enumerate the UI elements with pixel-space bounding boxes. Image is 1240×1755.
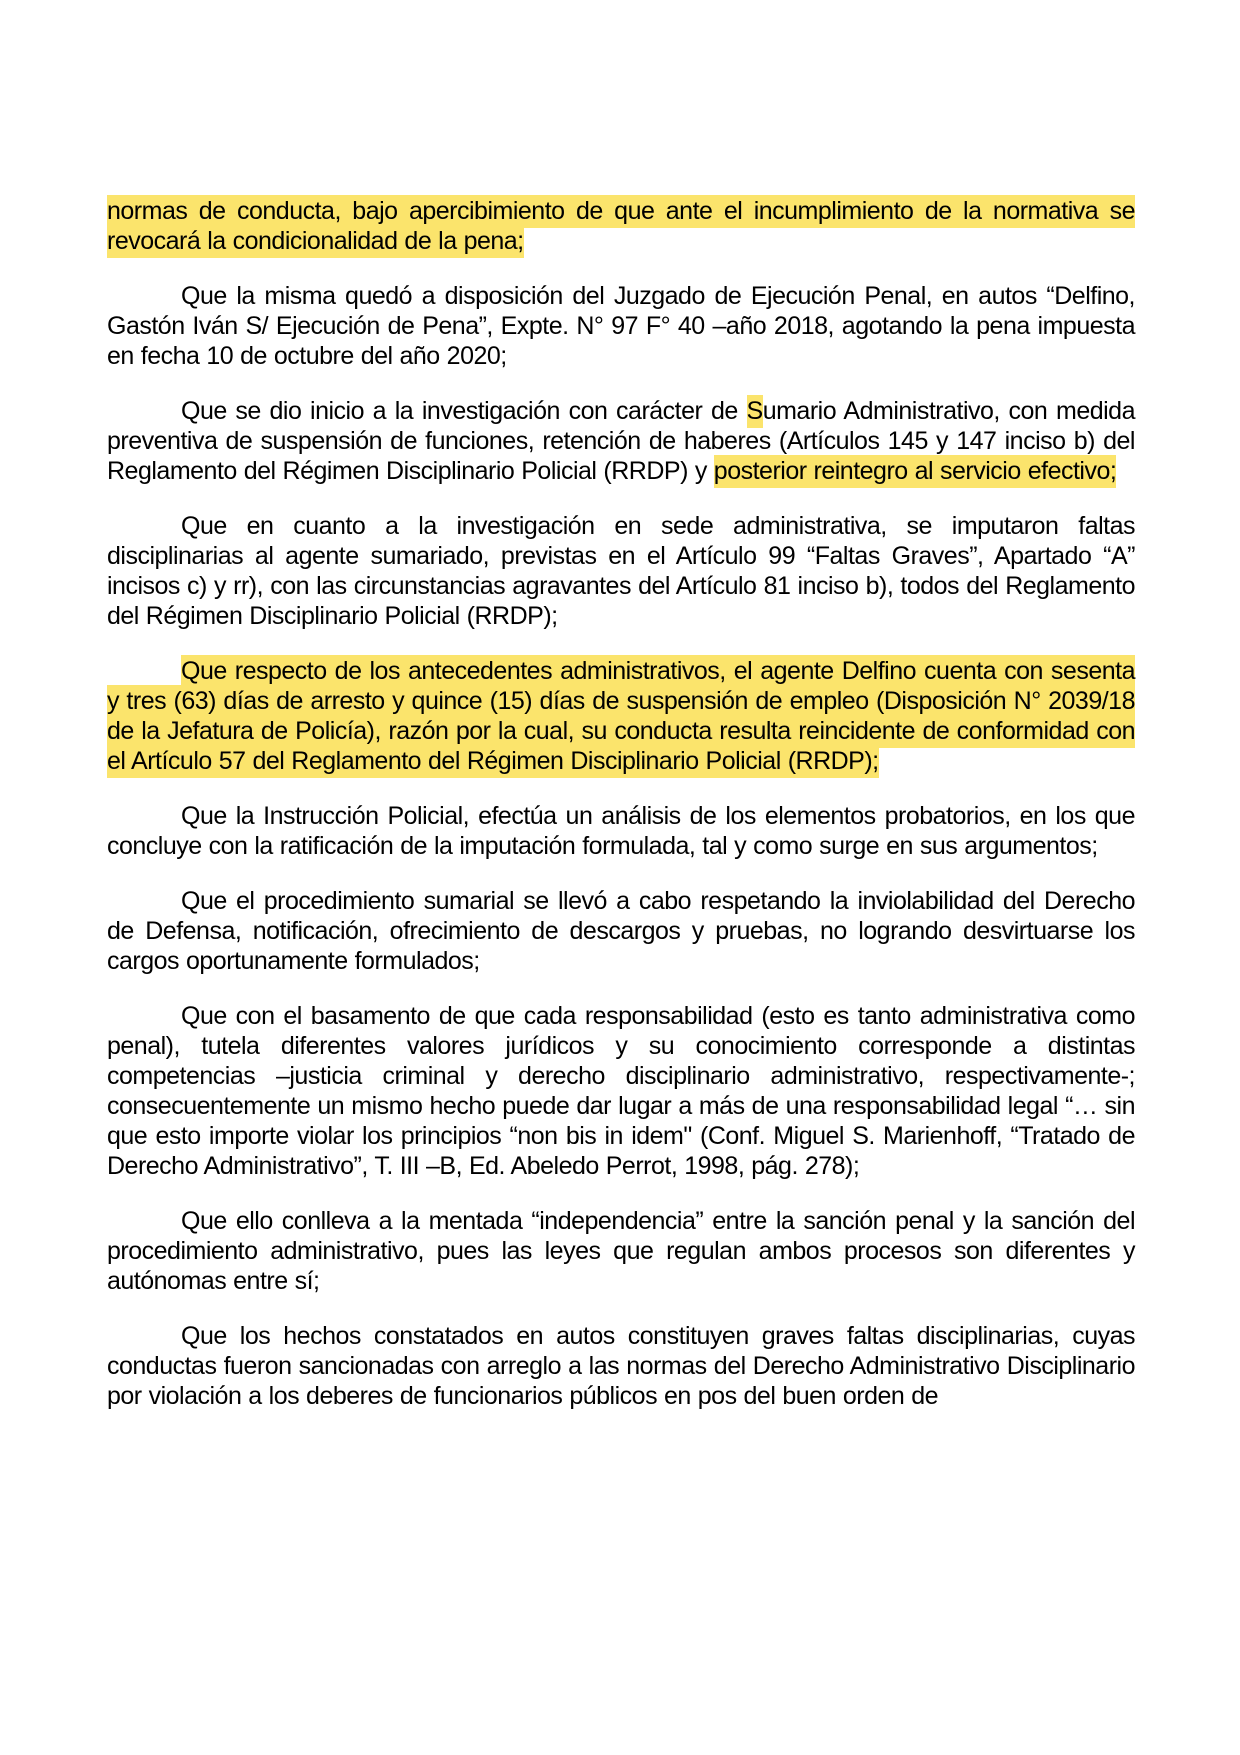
paragraph-10-text: Que los hechos constatados en autos constituyen graves faltas disciplinarias, cuyas conductas fueron sancionadas con arreglo a las normas del Derecho Administrativo Disciplinario por violación a los deberes de funcionarios públicos en pos del buen orden de	[107, 1322, 1135, 1410]
paragraph-3-text-a: Que se dio inicio a la investigación con carácter de	[181, 397, 747, 425]
paragraph-9-text: Que ello conlleva a la mentada “independencia” entre la sanción penal y la sanción del procedimiento administrativo, pues las leyes que regulan ambos procesos son diferentes y autónomas entre sí;	[107, 1207, 1135, 1295]
highlight-sumario-initial: S	[747, 395, 763, 428]
paragraph-2	[107, 281, 1135, 371]
paragraph-8	[107, 1001, 1135, 1181]
paragraph-3	[107, 396, 1135, 486]
paragraph-6-text: Que la Instrucción Policial, efectúa un análisis de los elementos probatorios, en los que concluye con la ratificación de la imputación formulada, tal y como surge en sus argumentos;	[107, 802, 1135, 860]
paragraph-1	[107, 196, 1135, 256]
paragraph-7-text: Que el procedimiento sumarial se llevó a cabo respetando la inviolabilidad del Derecho de Defensa, notificación, ofrecimiento de descargos y pruebas, no logrando desvirtuarse los cargos oportunamente formulados;	[107, 887, 1135, 975]
paragraph-3-text-b: umario Administrativo, con medida preventiva de suspensión de funciones, retención de haberes (Artículos 145 y 147 inciso b) del Reglamento del Régimen Disciplinario Policial (RRDP) y	[107, 397, 1135, 485]
paragraph-7	[107, 886, 1135, 976]
highlight-antecedentes-administrativos: Que respecto de los antecedentes administrativos, el agente Delfino cuenta con sesenta y tres (63) días de arresto y quince (15) días de suspensión de empleo (Disposición N° 2039/18 de la Jefatura de Policía), razón por la cual, su conducta resulta reincidente de conformidad con el Artículo 57 del Reglamento del Régimen Disciplinario Policial (RRDP);	[107, 655, 1135, 778]
paragraph-10	[107, 1321, 1135, 1411]
paragraph-6	[107, 801, 1135, 861]
paragraph-2-text: Que la misma quedó a disposición del Juzgado de Ejecución Penal, en autos “Delfino, Gastón Iván S/ Ejecución de Pena”, Expte. N° 97 F° 40 –año 2018, agotando la pena impuesta en fecha 10 de octubre del año 2020;	[107, 282, 1135, 370]
highlight-revocara-condicionalidad: normas de conducta, bajo apercibimiento de que ante el incumplimiento de la normativa se revocará la condicionalidad de la pena;	[107, 195, 1135, 258]
paragraph-4-text: Que en cuanto a la investigación en sede administrativa, se imputaron faltas disciplinarias al agente sumariado, previstas en el Artículo 99 “Faltas Graves”, Apartado “A” incisos c) y rr), con las circunstancias agravantes del Artículo 81 inciso b), todos del Reglamento del Régimen Disciplinario Policial (RRDP);	[107, 512, 1135, 630]
highlight-posterior-reintegro: posterior reintegro al servicio efectivo;	[714, 455, 1117, 488]
paragraph-4	[107, 511, 1135, 631]
paragraph-9	[107, 1206, 1135, 1296]
paragraph-5	[107, 656, 1135, 776]
paragraph-8-text: Que con el basamento de que cada responsabilidad (esto es tanto administrativa como penal), tutela diferentes valores jurídicos y su conocimiento corresponde a distintas competencias –justicia criminal y derecho disciplinario administrativo, respectivamente-; consecuentemente un mismo hecho puede dar lugar a más de una responsabilidad legal “… sin que esto importe violar los principios “non bis in idem" (Conf. Miguel S. Marienhoff, “Tratado de Derecho Administrativo”, T. III –B, Ed. Abeledo Perrot, 1998, pág. 278);	[107, 1002, 1135, 1180]
